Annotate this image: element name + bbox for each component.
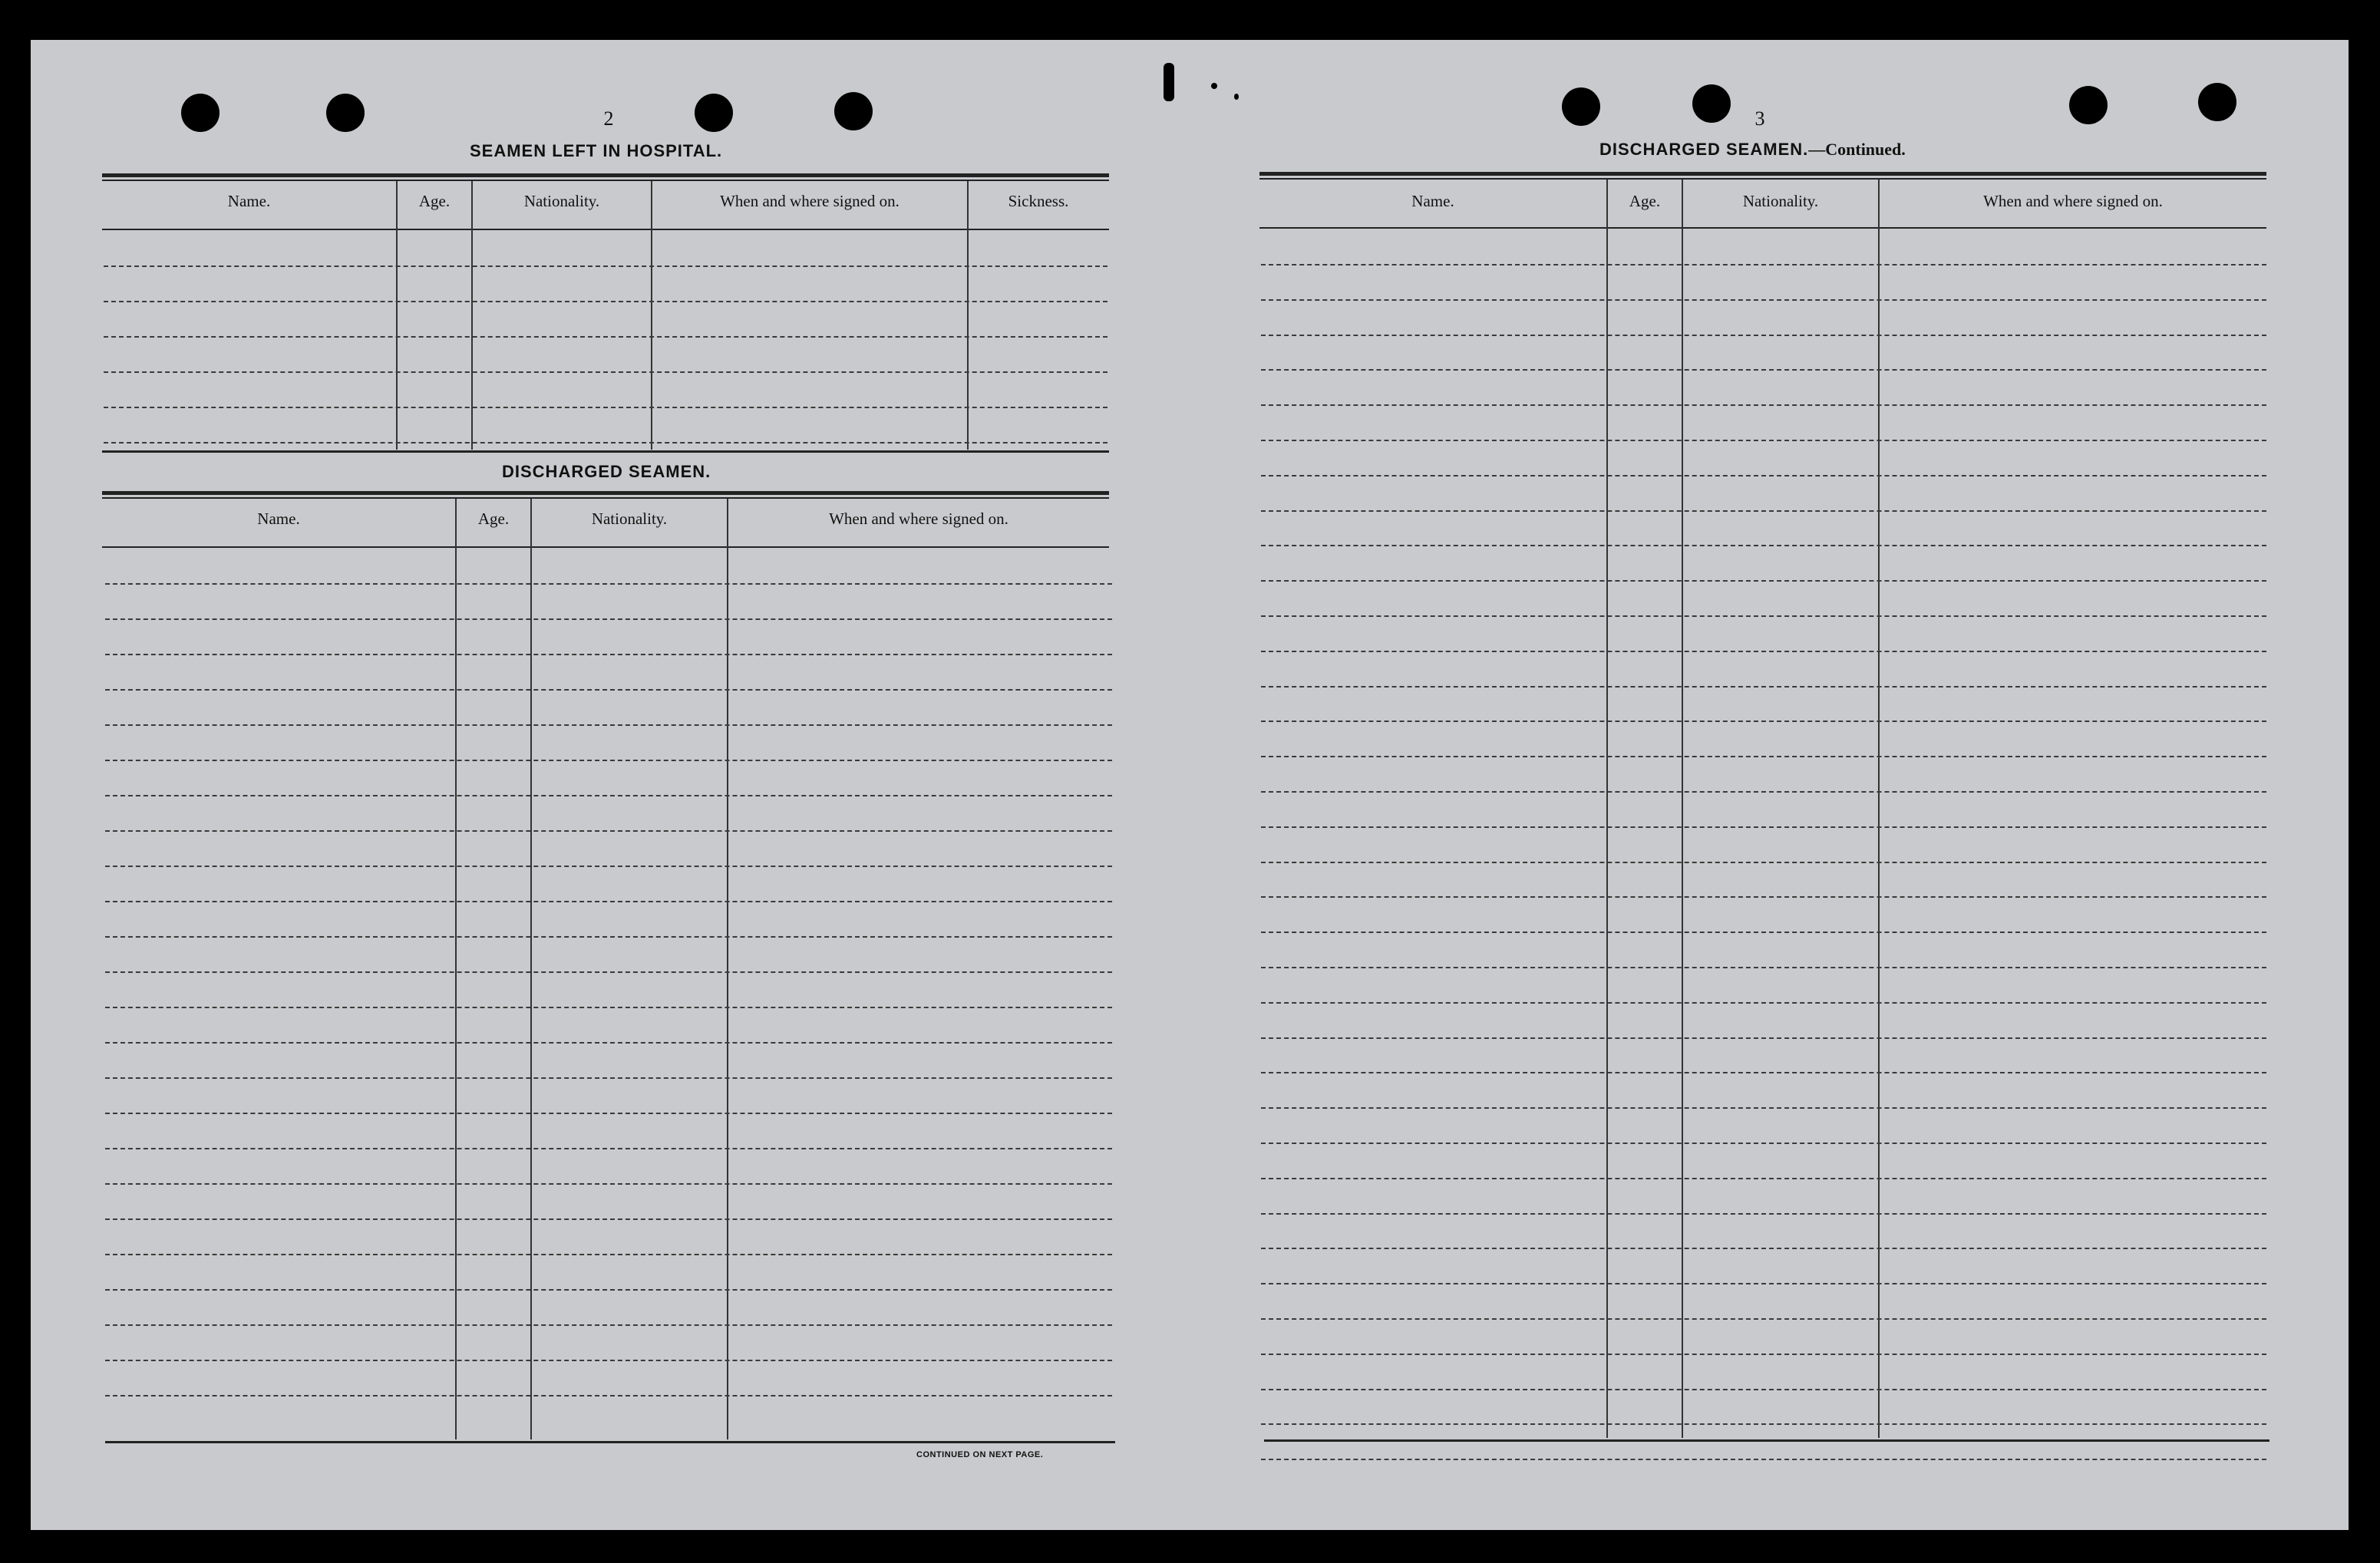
column-divider <box>530 499 532 1439</box>
column-header-name: Name. <box>257 509 300 528</box>
entry-line <box>105 1395 1112 1396</box>
entry-line <box>1261 475 2266 476</box>
column-header-name: Name. <box>1411 192 1454 210</box>
table-top-rule <box>102 173 1109 177</box>
entry-line <box>105 724 1112 726</box>
entry-line <box>1261 510 2266 512</box>
table-top-rule <box>102 491 1109 495</box>
punch-hole <box>2069 86 2108 124</box>
entry-line <box>105 1324 1112 1326</box>
entry-line <box>105 1113 1112 1114</box>
entry-line <box>1261 651 2266 652</box>
page-number: 2 <box>603 107 614 130</box>
entry-line <box>104 336 1107 338</box>
entry-line <box>1261 686 2266 688</box>
section-title <box>1599 140 1906 160</box>
ink-speck <box>1211 83 1217 89</box>
entry-line <box>105 971 1112 973</box>
table-top-rule <box>102 180 1109 181</box>
entry-line <box>105 1218 1112 1220</box>
column-header-signed-on: When and where signed on. <box>829 509 1008 528</box>
ink-speck <box>1234 94 1239 100</box>
entry-line <box>1261 264 2266 265</box>
entry-line <box>1261 1143 2266 1144</box>
punch-hole <box>326 94 365 132</box>
column-divider <box>471 181 473 450</box>
continued-note: CONTINUED ON NEXT PAGE. <box>916 1450 1044 1459</box>
column-header-age: Age. <box>477 509 510 528</box>
entry-line <box>105 654 1112 655</box>
punch-hole <box>181 94 220 132</box>
column-header-name: Name. <box>227 192 271 210</box>
column-header-age: Age. <box>418 192 451 210</box>
table-bottom-rule <box>105 1441 1115 1443</box>
entry-line <box>105 866 1112 867</box>
header-rule <box>1259 227 2266 229</box>
entry-line <box>104 442 1107 444</box>
column-header-nationality: Nationality. <box>523 192 600 210</box>
punch-hole <box>1692 84 1731 123</box>
header-rule <box>102 546 1109 548</box>
header-rule <box>102 229 1109 230</box>
table-bottom-rule <box>1264 1439 2269 1442</box>
entry-line <box>1261 862 2266 863</box>
entry-line <box>1261 1002 2266 1004</box>
column-header-signed-on: When and where signed on. <box>720 192 900 210</box>
entry-line <box>1261 826 2266 828</box>
entry-line <box>1261 1178 2266 1179</box>
entry-line <box>105 760 1112 761</box>
entry-line <box>1261 299 2266 301</box>
column-divider <box>727 499 728 1439</box>
entry-line <box>1261 896 2266 898</box>
punch-hole <box>834 92 873 130</box>
column-divider <box>455 499 457 1439</box>
entry-line <box>105 1254 1112 1255</box>
entry-line <box>104 407 1107 408</box>
column-header-nationality: Nationality. <box>1742 192 1819 210</box>
entry-line <box>1261 1248 2266 1249</box>
entry-line <box>104 265 1107 267</box>
table-top-rule <box>1259 178 2266 180</box>
entry-line <box>1261 720 2266 722</box>
column-divider <box>967 181 969 450</box>
section-title: DISCHARGED SEAMEN. <box>502 462 711 481</box>
section-title-suffix: —Continued. <box>1808 140 1906 159</box>
entry-line <box>1261 1389 2266 1390</box>
table-top-rule <box>1259 172 2266 176</box>
column-header-signed-on: When and where signed on. <box>1983 192 2163 210</box>
entry-line <box>105 1077 1112 1079</box>
entry-line <box>1261 1072 2266 1073</box>
column-header-sickness: Sickness. <box>1008 192 1069 210</box>
column-header-age: Age. <box>1629 192 1661 210</box>
entry-line <box>104 371 1107 373</box>
entry-line <box>105 901 1112 902</box>
section-title: SEAMEN LEFT IN HOSPITAL. <box>470 141 723 160</box>
entry-line <box>1261 404 2266 406</box>
entry-line <box>104 301 1107 302</box>
entry-line <box>1261 756 2266 757</box>
entry-line <box>1261 545 2266 546</box>
column-header-nationality: Nationality. <box>591 509 668 528</box>
entry-line <box>105 1042 1112 1044</box>
entry-line <box>105 618 1112 620</box>
entry-line <box>1261 440 2266 441</box>
entry-line <box>1261 580 2266 582</box>
table-top-rule <box>102 497 1109 499</box>
entry-line <box>1261 335 2266 336</box>
entry-line <box>1261 1459 2266 1460</box>
entry-line <box>1261 932 2266 933</box>
entry-line <box>105 1360 1112 1361</box>
table-bottom-rule <box>102 450 1109 453</box>
entry-line <box>105 1007 1112 1008</box>
page-number: 3 <box>1754 107 1765 130</box>
column-divider <box>396 181 398 450</box>
punch-hole <box>1562 87 1600 126</box>
entry-line <box>1261 1213 2266 1215</box>
entry-line <box>1261 791 2266 793</box>
entry-line <box>105 583 1112 585</box>
entry-line <box>105 689 1112 691</box>
entry-line <box>1261 1107 2266 1109</box>
entry-line <box>1261 1037 2266 1039</box>
entry-line <box>105 795 1112 796</box>
entry-line <box>105 1148 1112 1149</box>
ink-speck <box>1164 63 1174 101</box>
punch-hole <box>695 94 733 132</box>
entry-line <box>1261 369 2266 371</box>
section-title-text: DISCHARGED SEAMEN. <box>1599 140 1809 159</box>
entry-line <box>1261 967 2266 968</box>
entry-line <box>105 1289 1112 1291</box>
entry-line <box>1261 615 2266 617</box>
entry-line <box>1261 1354 2266 1355</box>
entry-line <box>1261 1423 2266 1425</box>
entry-line <box>1261 1318 2266 1320</box>
entry-line <box>1261 1283 2266 1284</box>
entry-line <box>105 1183 1112 1185</box>
entry-line <box>105 830 1112 832</box>
column-divider <box>651 181 652 450</box>
punch-hole <box>2198 83 2236 121</box>
entry-line <box>105 936 1112 938</box>
